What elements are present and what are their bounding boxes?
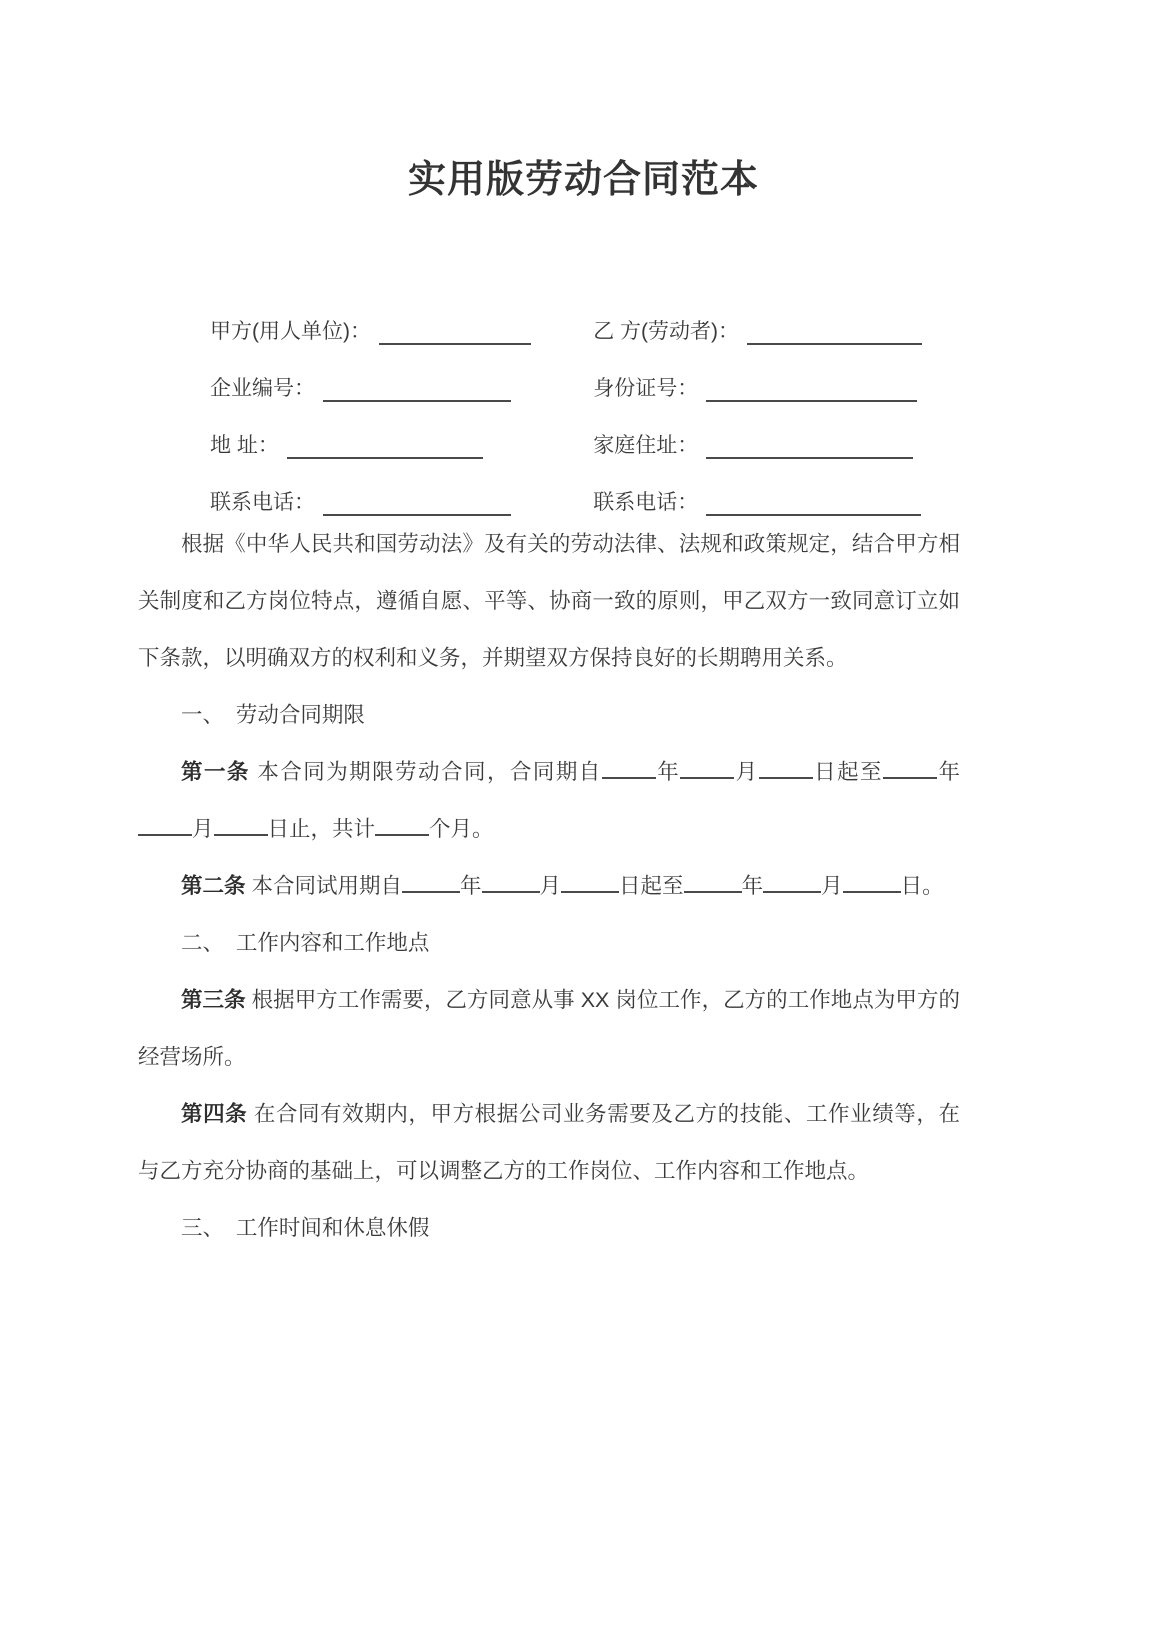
clause-text-part: 年 — [655, 760, 681, 784]
contract-end-month-blank[interactable] — [138, 818, 192, 836]
enterprise-number-blank[interactable] — [323, 380, 511, 402]
form-row-addresses — [138, 402, 960, 459]
field-label: 地 址： — [210, 434, 279, 457]
section-heading-1 — [138, 687, 960, 744]
party-info-form — [138, 288, 960, 516]
field-label: 联系电话： — [210, 491, 315, 514]
preamble-paragraph: 根据《中华人民共和国劳动法》及有关的劳动法律、法规和政策规定，结合甲方相关制度和乙方岗位特点，遵循自愿、平等、协商一致的原则，甲乙双方一致同意订立如下条款，以明确双方的权利和义务，并期望双方保持良好的长期聘用关系。 — [138, 532, 960, 670]
contract-total-months-blank[interactable] — [375, 818, 429, 836]
clause-2 — [138, 858, 960, 915]
field-company-address — [138, 433, 593, 459]
contract-end-year-blank[interactable] — [883, 761, 937, 779]
clause-4 — [138, 1086, 960, 1200]
contract-start-month-blank[interactable] — [680, 761, 734, 779]
company-address-blank[interactable] — [287, 437, 483, 459]
clause-text-part: 日起至 — [812, 760, 883, 784]
field-label: 家庭住址： — [593, 434, 699, 457]
field-id-card-number — [593, 376, 960, 402]
probation-end-day-blank[interactable] — [843, 875, 901, 893]
clause-3 — [138, 972, 960, 1086]
field-label: 乙 方(劳动者)： — [593, 320, 740, 343]
employee-phone-blank[interactable] — [706, 494, 921, 516]
field-label: 企业编号： — [210, 377, 315, 400]
field-party-a-name — [138, 319, 593, 345]
clause-text-part: 月 — [821, 874, 843, 898]
page-title: 实用版劳动合同范本 — [407, 159, 759, 201]
field-label: 甲方(用人单位)： — [210, 320, 371, 343]
clause-text-part: 年 — [460, 874, 482, 898]
probation-end-month-blank[interactable] — [763, 875, 821, 893]
section-heading-2 — [138, 915, 960, 972]
clause-1 — [138, 744, 960, 858]
clause-text-part: 日。 — [900, 874, 944, 898]
contract-end-day-blank[interactable] — [214, 818, 268, 836]
section-number: 一、 — [181, 703, 225, 727]
contract-start-day-blank[interactable] — [759, 761, 813, 779]
clause-text: 根据甲方工作需要，乙方同意从事 XX 岗位工作，乙方的工作地点为甲方的经营场所。 — [138, 988, 960, 1069]
section-heading-3 — [138, 1200, 960, 1257]
clause-text-part: 日起至 — [619, 874, 684, 898]
clause-text-part: 年 — [937, 760, 960, 784]
company-phone-blank[interactable] — [323, 494, 511, 516]
party-b-name-blank[interactable] — [747, 323, 922, 345]
field-enterprise-number — [138, 376, 593, 402]
section-title: 工作时间和休息休假 — [235, 1216, 430, 1240]
contract-start-year-blank[interactable] — [602, 761, 656, 779]
form-row-phones — [138, 459, 960, 516]
clause-text: 在合同有效期内，甲方根据公司业务需要及乙方的技能、工作业绩等，在与乙方充分协商的基础上，可以调整乙方的工作岗位、工作内容和工作地点。 — [138, 1102, 960, 1183]
probation-start-year-blank[interactable] — [402, 875, 460, 893]
field-company-phone — [138, 490, 593, 516]
probation-end-year-blank[interactable] — [684, 875, 742, 893]
clause-text-part: 本合同为期限劳动合同，合同期自 — [257, 760, 602, 784]
clause-text-part: 年 — [741, 874, 764, 898]
section-number: 二、 — [181, 931, 225, 955]
section-number: 三、 — [181, 1216, 225, 1240]
form-row-party-names — [138, 288, 960, 345]
clause-number: 第三条 — [181, 988, 246, 1012]
section-title: 劳动合同期限 — [235, 703, 365, 727]
clause-text-part: 日止，共计 — [267, 817, 376, 841]
field-employee-phone — [593, 490, 960, 516]
field-party-b-name — [593, 319, 960, 345]
probation-start-month-blank[interactable] — [482, 875, 540, 893]
probation-start-day-blank[interactable] — [561, 875, 619, 893]
form-row-ids — [138, 345, 960, 402]
home-address-blank[interactable] — [706, 437, 913, 459]
clause-number: 第二条 — [181, 874, 246, 898]
field-label: 联系电话： — [593, 491, 699, 514]
party-a-name-blank[interactable] — [379, 323, 531, 345]
clause-text-part: 月 — [734, 760, 759, 784]
id-card-number-blank[interactable] — [706, 380, 917, 402]
clause-text-part: 本合同试用期自 — [251, 874, 403, 898]
clause-text-part: 月 — [192, 817, 214, 841]
clause-number: 第一条 — [181, 760, 250, 784]
document-body — [138, 288, 960, 1257]
field-home-address — [593, 433, 960, 459]
clause-text-part: 个月。 — [429, 817, 494, 841]
field-label: 身份证号： — [593, 377, 699, 400]
clause-text-part: 月 — [539, 874, 562, 898]
section-title: 工作内容和工作地点 — [235, 931, 430, 955]
clause-number: 第四条 — [181, 1102, 248, 1126]
